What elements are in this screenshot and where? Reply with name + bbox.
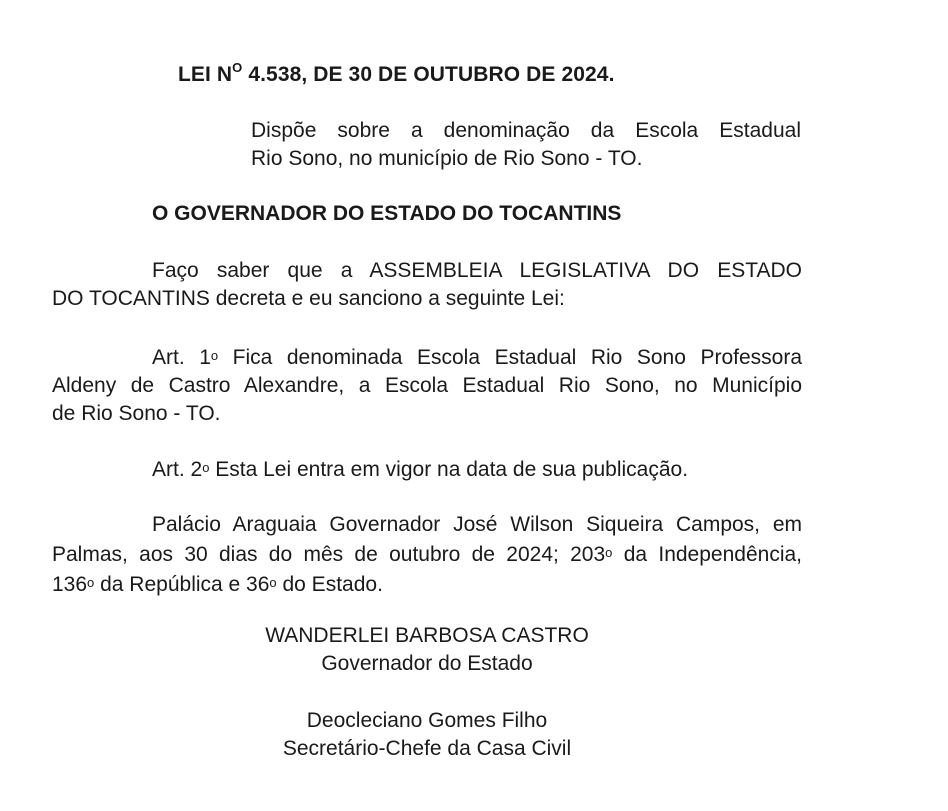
ordinal-mark: o [605,545,613,560]
closing-text: da República e 36 [94,573,270,596]
article-2-ordinal: o [202,460,210,475]
paragraph-line: Palácio Araguaia Governador José Wilson Siqueira Campos, em [152,513,802,536]
article-2-text: Esta Lei entra em vigor na data de sua publicação. [209,458,689,481]
signatory-name: Deocleciano Gomes Filho [306,709,548,732]
paragraph-line: DO TOCANTINS decreta e eu sanciono a seguinte Lei: [52,287,565,310]
law-title-rest: 4.538, DE 30 DE OUTUBRO DE 2024. [242,63,615,86]
closing-text: do Estado. [276,573,383,596]
paragraph-line [52,569,802,599]
paragraph-line [52,454,802,484]
law-title-ordinal: O [232,60,243,75]
closing-text: da Independência, [612,543,802,566]
ementa-line: Rio Sono, no município de Rio Sono - TO. [251,147,643,170]
governor-signature [52,622,802,678]
law-ementa [251,117,801,173]
closing-paragraph [52,511,802,599]
signatory-role: Secretário-Chefe da Casa Civil [282,737,572,760]
law-title-prefix: LEI N [178,63,233,86]
governor-heading: O GOVERNADOR DO ESTADO DO TOCANTINS [152,202,622,225]
paragraph-line: Faço saber que a ASSEMBLEIA LEGISLATIVA DO ESTADO [152,259,802,282]
article-2 [52,454,802,484]
paragraph-line [52,539,802,569]
ordinal-mark: o [269,575,277,590]
ementa-line: Dispõe sobre a denominação da Escola Estadual [251,119,801,142]
paragraph-line: de Rio Sono - TO. [52,402,221,425]
article-1-ordinal: o [210,348,219,363]
paragraph-line: Aldeny de Castro Alexandre, a Escola Estadual Rio Sono, no Município [52,374,802,397]
article-1-label: Art. 1 [152,346,211,369]
enactment-paragraph [52,257,802,313]
article-2-label: Art. 2 [152,458,203,481]
signatory-name: WANDERLEI BARBOSA CASTRO [265,624,589,647]
ordinal-mark: o [87,575,95,590]
article-1-text: Fica denominada Escola Estadual Rio Sono Professora [218,346,802,369]
article-1 [52,342,802,428]
signatory-role: Governador do Estado [321,652,533,675]
law-title [178,60,615,87]
paragraph-line [52,342,802,372]
law-document [52,0,802,811]
secretary-signature [52,707,802,763]
closing-text: Palmas, aos 30 dias do mês de outubro de 2024; 203 [52,543,606,566]
closing-text: 136 [52,573,88,596]
